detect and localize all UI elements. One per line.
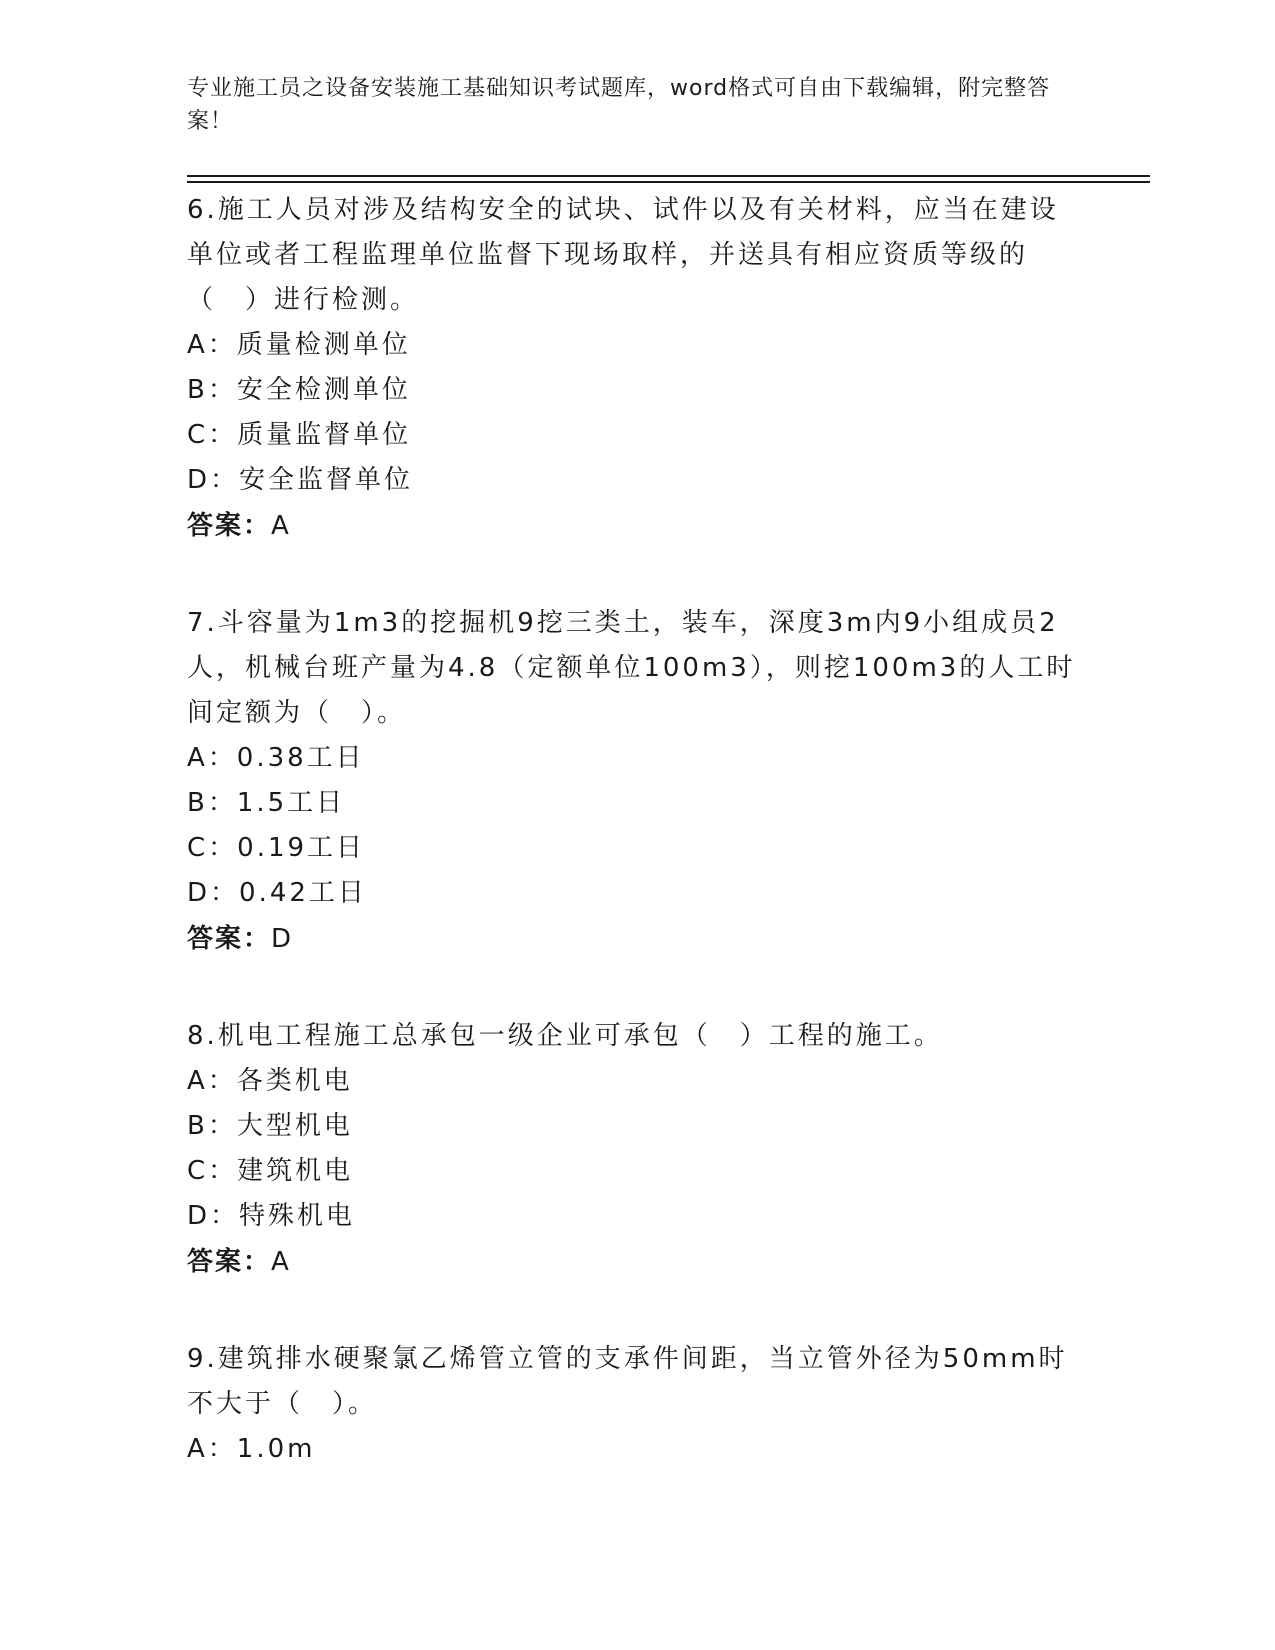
document-header: 专业施工员之设备安装施工基础知识考试题库，word格式可自由下载编辑，附完整答案！: [187, 76, 1051, 134]
question-8: [187, 1014, 1087, 1285]
option-d: D：0.42工日: [187, 878, 367, 908]
header-rule-top: [187, 175, 1150, 177]
question-stem: 7.斗容量为1m3的挖掘机9挖三类土，装车，深度3m内9小组成员2人，机械台班产量为4.8（定额单位100m3），则挖100m3的人工时间定额为（ ）。: [187, 608, 1076, 728]
option-b: B：大型机电: [187, 1111, 353, 1141]
option-c: C：建筑机电: [187, 1156, 354, 1186]
answer-line: [187, 503, 1087, 549]
answer-label: 答案：: [187, 511, 272, 541]
answer-label: 答案：: [187, 924, 272, 954]
answer-value: A: [271, 1247, 291, 1277]
option-b: B：1.5工日: [187, 788, 346, 818]
option-a: A：0.38工日: [187, 743, 365, 773]
question-stem: 6.施工人员对涉及结构安全的试块、试件以及有关材料，应当在建设单位或者工程监理单位监督下现场取样，并送具有相应资质等级的（ ）进行检测。: [187, 195, 1059, 315]
option-c: C：质量监督单位: [187, 420, 412, 450]
option-a: A：质量检测单位: [187, 330, 411, 360]
answer-line: [187, 916, 1087, 962]
answer-line: [187, 1239, 1087, 1285]
option-b: B：安全检测单位: [187, 375, 411, 405]
option-c: C：0.19工日: [187, 833, 366, 863]
question-stem: 8.机电工程施工总承包一级企业可承包（ ）工程的施工。: [187, 1021, 943, 1051]
question-list: [187, 188, 1087, 1524]
answer-value: D: [271, 924, 294, 954]
answer-label: 答案：: [187, 1247, 272, 1277]
question-stem: 9.建筑排水硬聚氯乙烯管立管的支承件间距，当立管外径为50mm时不大于（ ）。: [187, 1344, 1068, 1419]
question-7: [187, 601, 1087, 962]
question-9: [187, 1337, 1087, 1472]
option-a: A：各类机电: [187, 1066, 353, 1096]
question-6: [187, 188, 1087, 549]
option-d: D：安全监督单位: [187, 465, 414, 495]
option-d: D：特殊机电: [187, 1201, 356, 1231]
header-rule-bottom: [187, 181, 1150, 183]
answer-value: A: [271, 511, 291, 541]
option-a: A：1.0m: [187, 1434, 316, 1464]
